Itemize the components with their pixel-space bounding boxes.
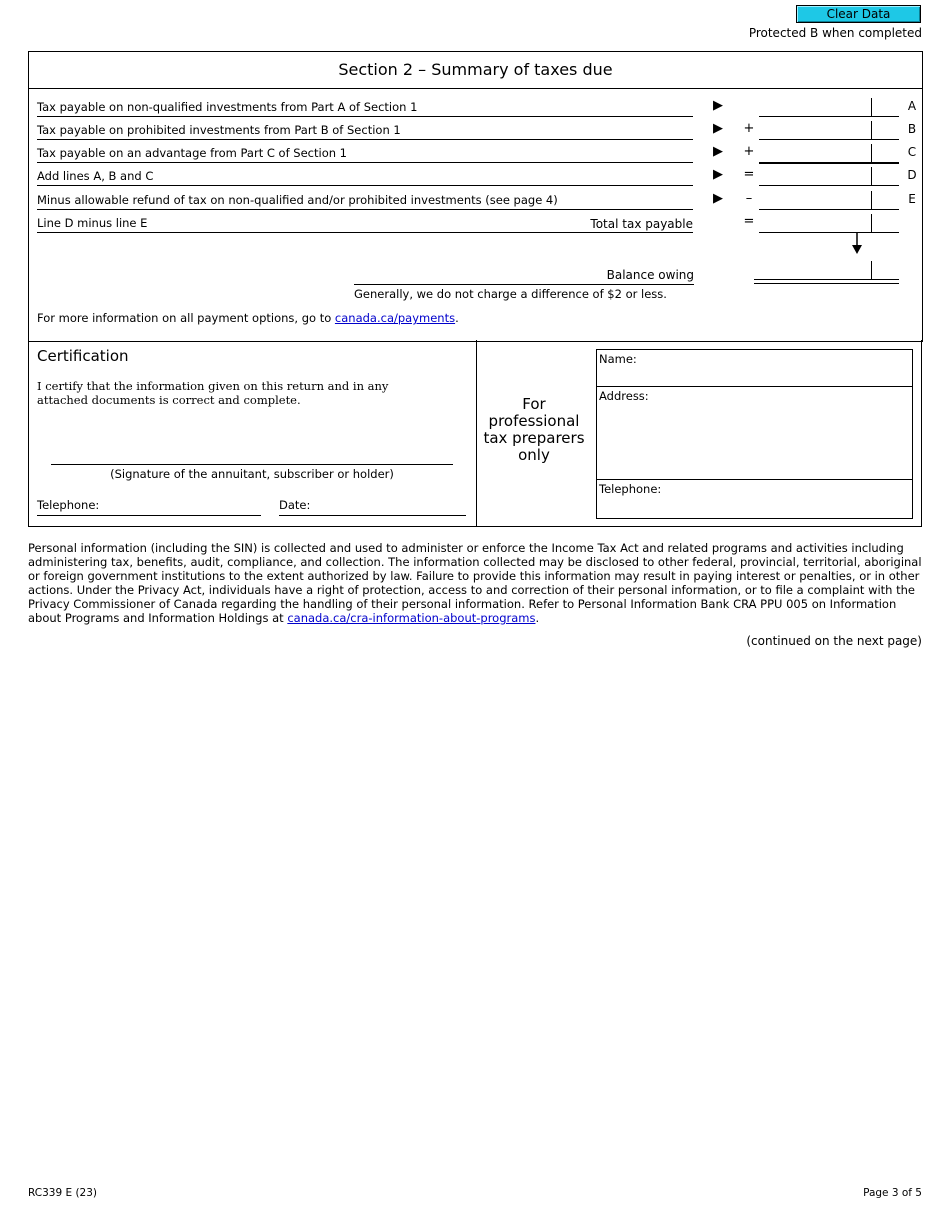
line-a-input[interactable]: [759, 98, 899, 117]
total-tax-payable-label: Total tax payable: [590, 217, 693, 231]
total-tax-payable-input[interactable]: [759, 214, 899, 233]
arrow-down-icon: [850, 233, 864, 255]
preparer-telephone-field[interactable]: [597, 480, 912, 518]
preparer-name-label: Name:: [599, 352, 637, 366]
personal-info-end: .: [535, 611, 540, 625]
balance-owing-label: Balance owing: [354, 266, 694, 285]
arrow-icon: ▶: [713, 191, 723, 206]
row-c-letter: C: [907, 145, 917, 159]
plus-operator: +: [743, 121, 755, 136]
protected-label: Protected B when completed: [748, 26, 922, 40]
row-d-letter: D: [907, 168, 917, 182]
preparer-telephone-label: Telephone:: [599, 482, 662, 496]
arrow-icon: ▶: [713, 144, 723, 159]
certification-section: [28, 340, 477, 527]
total-tax-row: [37, 214, 693, 233]
line-e-input[interactable]: [759, 191, 899, 210]
clear-data-button[interactable]: Clear Data: [796, 5, 921, 23]
payment-info-text: For more information on all payment options, go to: [37, 311, 335, 325]
minus-operator: –: [745, 191, 753, 206]
telephone-field[interactable]: [37, 498, 261, 516]
line-d-input[interactable]: [759, 167, 899, 186]
row-a-label: Tax payable on non-qualified investments from Part A of Section 1: [37, 98, 693, 117]
telephone-label: Telephone:: [37, 498, 100, 512]
row-a-letter: A: [907, 99, 917, 113]
section-2-title: Section 2 – Summary of taxes due: [29, 52, 922, 89]
preparer-address-field[interactable]: [597, 387, 912, 480]
row-e-label: Minus allowable refund of tax on non-qualified and/or prohibited investments (see page 4): [37, 191, 693, 210]
cra-information-link[interactable]: canada.ca/cra-information-about-programs: [287, 611, 536, 625]
arrow-icon: ▶: [713, 121, 723, 136]
personal-info-text: Personal information (including the SIN) is collected and used to administer or enforce the Income Tax Act and related programs and activities including administering tax, benefits, audit, compliance, and collection. The information collected may be disclosed to other federal, provincial, territorial, aboriginal or foreign government institutions to the extent authorized by law. Failure to provide this information may result in paying interest or penalties, or in other actions. Under the Privacy Act, individuals have a right of protection, access to and correction of their personal information, or to file a complaint with the Privacy Commissioner of Canada regarding the handling of their personal information. Refer to Personal Information Bank CRA PPU 005 on Information about Programs and Information Holdings at: [28, 541, 922, 625]
row-b-label: Tax payable on prohibited investments from Part B of Section 1: [37, 121, 693, 140]
preparer-section: [475, 340, 922, 527]
section-2-summary: [28, 51, 923, 342]
difference-note: Generally, we do not charge a difference of $2 or less.: [354, 287, 667, 301]
signature-label: (Signature of the annuitant, subscriber or holder): [110, 467, 394, 481]
continued-note: (continued on the next page): [746, 634, 922, 648]
payment-info-end: .: [455, 311, 459, 325]
equals-operator: =: [743, 167, 755, 182]
personal-information-notice: [28, 541, 924, 625]
balance-owing-input[interactable]: [754, 261, 899, 280]
certification-text: I certify that the information given on this return and in any attached documents is correct and complete.: [37, 379, 389, 407]
date-field[interactable]: [279, 498, 466, 516]
row-e-letter: E: [908, 192, 916, 206]
page-number: Page 3 of 5: [863, 1187, 922, 1199]
line-d-minus-e-label: Line D minus line E: [37, 216, 148, 230]
preparer-box: [596, 349, 913, 519]
plus-operator: +: [743, 144, 755, 159]
row-b-letter: B: [907, 122, 917, 136]
line-b-input[interactable]: [759, 121, 899, 140]
row-c-label: Tax payable on an advantage from Part C of Section 1: [37, 144, 693, 163]
preparer-heading: For professional tax preparers only: [483, 395, 585, 464]
signature-input[interactable]: [51, 448, 453, 465]
equals-operator: =: [743, 214, 755, 229]
arrow-icon: ▶: [713, 98, 723, 113]
preparer-address-label: Address:: [599, 389, 649, 403]
arrow-icon: ▶: [713, 167, 723, 182]
certification-title: Certification: [37, 347, 129, 365]
date-label: Date:: [279, 498, 311, 512]
payment-info: [37, 311, 459, 325]
preparer-name-field[interactable]: [597, 350, 912, 387]
double-underline: [754, 283, 899, 284]
form-id: RC339 E (23): [28, 1187, 98, 1199]
row-d-label: Add lines A, B and C: [37, 167, 693, 186]
line-c-input[interactable]: [759, 144, 899, 164]
payments-link[interactable]: canada.ca/payments: [334, 311, 456, 325]
